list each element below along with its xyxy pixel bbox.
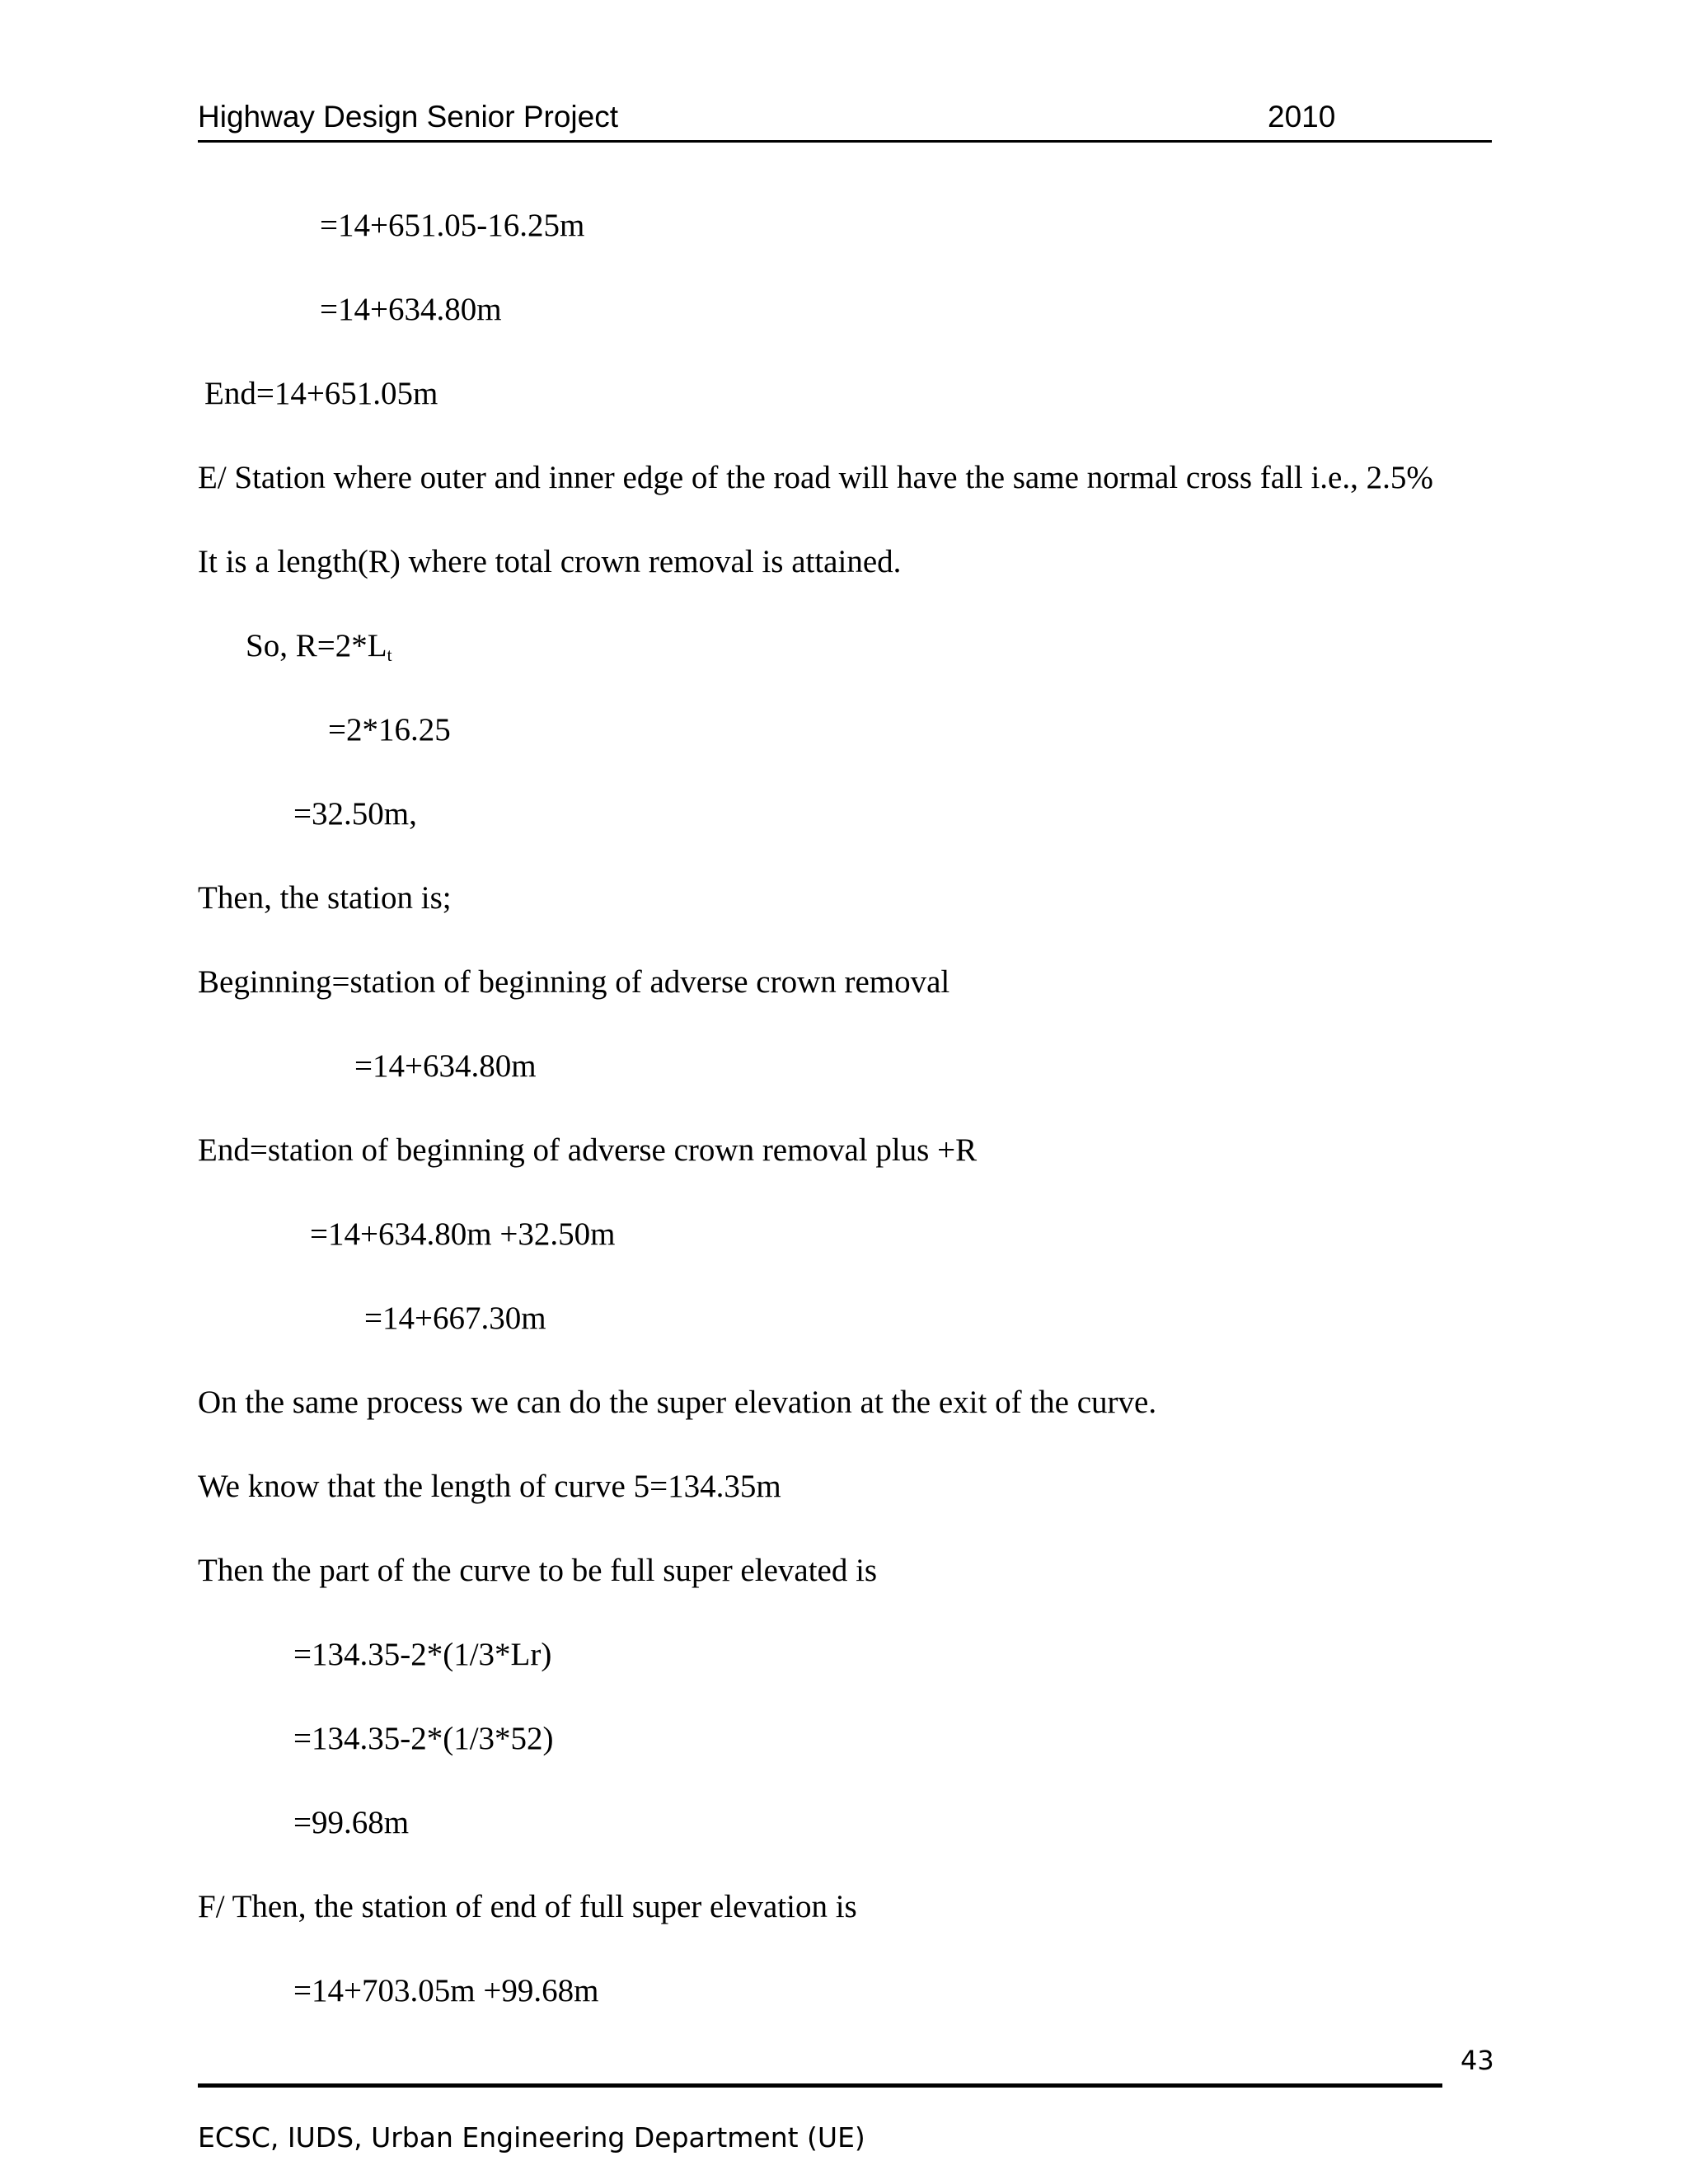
formula-r-main: So, R=2*L (246, 628, 387, 663)
page-footer: ECSC, IUDS, Urban Engineering Department (UE) (198, 2121, 865, 2154)
formula-r-subscript: t (387, 644, 392, 665)
calc-line-2: =14+634.80m (320, 292, 502, 327)
formula-r (246, 626, 392, 675)
calc-line-10: =134.35-2*(1/3*52) (293, 1721, 554, 1756)
calc-line-12: =14+703.05m +99.68m (293, 1973, 599, 2008)
page-header (198, 97, 1492, 143)
paragraph-e-station: E/ Station where outer and inner edge of the road will have the same normal cross fall i.e., 2.5% (198, 460, 1433, 495)
calc-line-11: =99.68m (293, 1805, 410, 1840)
paragraph-f-station: F/ Then, the station of end of full super elevation is (198, 1889, 857, 1924)
calc-line-6: =14+634.80m (354, 1048, 537, 1084)
calc-line-3: End=14+651.05m (204, 376, 438, 411)
footer-rule (198, 2083, 1442, 2088)
paragraph-same-process: On the same process we can do the super elevation at the exit of the curve. (198, 1385, 1157, 1420)
calc-line-8: =14+667.30m (364, 1301, 546, 1336)
paragraph-length-r: It is a length(R) where total crown removal is attained. (198, 544, 902, 579)
calc-line-1: =14+651.05-16.25m (320, 208, 585, 243)
paragraph-length-curve: We know that the length of curve 5=134.35m (198, 1469, 781, 1504)
calc-line-7: =14+634.80m +32.50m (310, 1216, 616, 1252)
paragraph-beginning: Beginning=station of beginning of adverse crown removal (198, 964, 950, 1000)
calc-line-5: =32.50m, (293, 796, 417, 832)
page-number: 43 (1461, 2045, 1494, 2076)
paragraph-end: End=station of beginning of adverse crown removal plus +R (198, 1132, 978, 1168)
calc-line-9: =134.35-2*(1/3*Lr) (293, 1637, 552, 1672)
header-title: Highway Design Senior Project (198, 100, 619, 134)
paragraph-full-super: Then the part of the curve to be full super elevated is (198, 1553, 878, 1588)
calc-line-4: =2*16.25 (328, 712, 451, 748)
paragraph-then-station: Then, the station is; (198, 880, 452, 916)
header-year: 2010 (1268, 100, 1336, 134)
